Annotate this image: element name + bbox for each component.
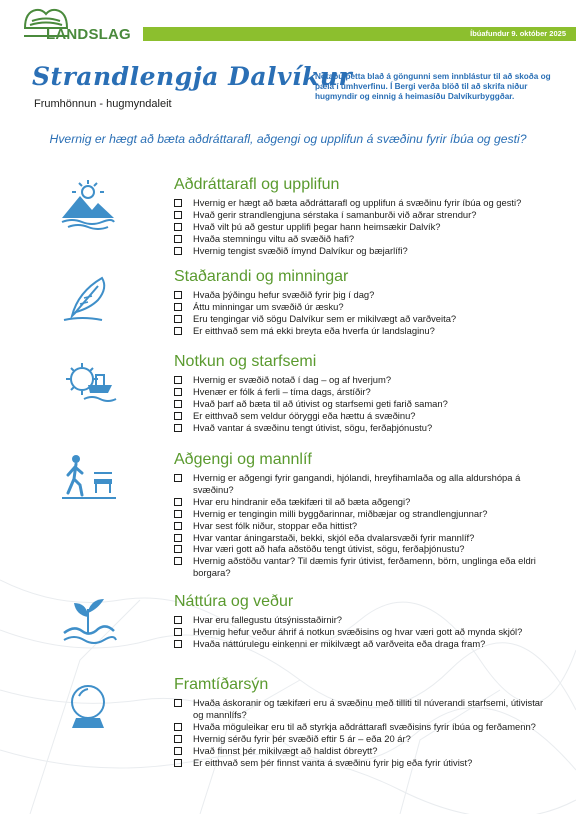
- page-title: Strandlengja Dalvíkur: [32, 62, 353, 91]
- question-item: Hvernig hefur veður áhrif á notkun svæðisins og hvar væri gott að mynda skjól?: [174, 626, 554, 638]
- question-item: Hvaða áskoranir og tækifæri eru á svæðinu með tilliti til núverandi starfsemi, útivistar og mannlífs?: [174, 697, 554, 721]
- checkbox[interactable]: [174, 545, 182, 553]
- crystal-ball-icon: [58, 682, 118, 734]
- checkbox[interactable]: [174, 424, 182, 432]
- question-list: [174, 197, 554, 257]
- question-item: Hvar eru hindranir eða tækifæri til að bæta aðgengi?: [174, 496, 554, 508]
- question-item: Hvenær er fólk á ferli – tíma dags, árstíðir?: [174, 386, 554, 398]
- question-list: [174, 289, 554, 337]
- question-item: Hvernig tengist svæðið ímynd Dalvíkur og bæjarlífi?: [174, 245, 554, 257]
- section-place-spirit: [0, 268, 576, 348]
- question-item: Eru tengingar við sögu Dalvíkur sem er mikilvægt að varðveita?: [174, 313, 554, 325]
- checkbox[interactable]: [174, 699, 182, 707]
- question-list: [174, 614, 554, 650]
- checkbox[interactable]: [174, 628, 182, 636]
- question-item: Hvaða stemningu viltu að svæðið hafi?: [174, 233, 554, 245]
- question-item: Hvernig er tengingin milli byggðarinnar, miðbæjar og strandlengjunnar?: [174, 508, 554, 520]
- checkbox[interactable]: [174, 315, 182, 323]
- question-item: Hvernig sérðu fyrir þér svæðið eftir 5 ár – eða 20 ár?: [174, 733, 554, 745]
- question-item: Hvað vantar á svæðinu tengt útivist, sögu, ferðaþjónustu?: [174, 422, 554, 434]
- checkbox[interactable]: [174, 376, 182, 384]
- checkbox[interactable]: [174, 223, 182, 231]
- logo-text: LANDSLAG: [46, 26, 131, 43]
- checkbox[interactable]: [174, 557, 182, 565]
- question-item: Hvernig aðstöðu vantar? Til dæmis fyrir útivist, ferðamenn, börn, unglinga eða eldri borgara?: [174, 555, 554, 579]
- section-title: Notkun og starfsemi: [174, 353, 317, 370]
- checkbox[interactable]: [174, 412, 182, 420]
- checkbox[interactable]: [174, 747, 182, 755]
- question-item: Hvar eru fallegustu útsýnisstaðirnir?: [174, 614, 554, 626]
- checkbox[interactable]: [174, 498, 182, 506]
- main-question: Hvernig er hægt að bæta aðdráttarafl, aðgengi og upplifun á svæðinu fyrir íbúa og gesti?: [49, 132, 527, 146]
- section-usage: [0, 353, 576, 443]
- sun-mountains-icon: [58, 178, 118, 230]
- section-title: Framtíðarsýn: [174, 676, 269, 693]
- gear-boat-icon: [58, 357, 118, 409]
- section-nature: [0, 593, 576, 665]
- checkbox[interactable]: [174, 474, 182, 482]
- checkbox[interactable]: [174, 522, 182, 530]
- checkbox[interactable]: [174, 327, 182, 335]
- checkbox[interactable]: [174, 616, 182, 624]
- page-header: [0, 0, 576, 60]
- checkbox[interactable]: [174, 735, 182, 743]
- question-item: Hvar væri gott að hafa aðstöðu tengt útivist, sögu, ferðaþjónustu?: [174, 543, 554, 555]
- checkbox[interactable]: [174, 723, 182, 731]
- question-item: Hvar vantar áningarstaði, bekki, skjól eða dvalarsvæði fyrir mannlíf?: [174, 532, 554, 544]
- checkbox[interactable]: [174, 400, 182, 408]
- question-item: Er eitthvað sem má ekki breyta eða hverfa úr landslaginu?: [174, 325, 554, 337]
- section-attraction: [0, 176, 576, 266]
- question-item: Hvaða náttúrulegu einkenni er mikilvægt að varðveita eða draga fram?: [174, 638, 554, 650]
- question-item: Áttu minningar um svæðið úr æsku?: [174, 301, 554, 313]
- plant-wave-icon: [58, 595, 118, 647]
- question-item: Hvar sest fólk niður, stoppar eða hittist?: [174, 520, 554, 532]
- question-item: Hvaða möguleikar eru til að styrkja aðdráttarafl svæðisins fyrir íbúa og ferðamenn?: [174, 721, 554, 733]
- question-list: [174, 697, 554, 768]
- question-item: Hvaða þýðingu hefur svæðið fyrir þig í dag?: [174, 289, 554, 301]
- section-title: Aðgengi og mannlíf: [174, 451, 312, 468]
- checkbox[interactable]: [174, 303, 182, 311]
- checkbox[interactable]: [174, 534, 182, 542]
- checkbox[interactable]: [174, 640, 182, 648]
- intro-text: Notaðu þetta blað á göngunni sem innblástur til að skoða og pæla í umhverfinu. Í Bergi verða blöð til að skrifa niður hugmyndir og einnig á heimasíðu Dalvíkurbyggðar.: [315, 72, 551, 102]
- question-item: Er eitthvað sem veldur óöryggi eða hættu á svæðinu?: [174, 410, 554, 422]
- question-item: Hvað finnst þér mikilvægt að haldist óbreytt?: [174, 745, 554, 757]
- section-title: Náttúra og veður: [174, 593, 294, 610]
- checkbox[interactable]: [174, 510, 182, 518]
- question-list: [174, 374, 554, 434]
- question-item: Hvernig er svæðið notað í dag – og af hverjum?: [174, 374, 554, 386]
- checkbox[interactable]: [174, 388, 182, 396]
- checkbox[interactable]: [174, 291, 182, 299]
- question-list: [174, 472, 554, 579]
- section-title: Staðarandi og minningar: [174, 268, 349, 285]
- section-future: [0, 676, 576, 786]
- question-item: Hvað vilt þú að gestur upplifi þegar hann heimsækir Dalvík?: [174, 221, 554, 233]
- checkbox[interactable]: [174, 759, 182, 767]
- feather-quill-icon: [58, 272, 118, 324]
- question-item: Er eitthvað sem þér finnst vanta á svæðinu fyrir þig eða fyrir útivist?: [174, 757, 554, 769]
- checkbox[interactable]: [174, 247, 182, 255]
- walking-person-bench-icon: [58, 453, 118, 505]
- question-item: Hvernig er aðgengi fyrir gangandi, hjólandi, hreyfihamlaða og alla aldurshópa á svæðinu?: [174, 472, 554, 496]
- checkbox[interactable]: [174, 211, 182, 219]
- meeting-date: Íbúafundur 9. október 2025: [470, 29, 566, 38]
- section-title: Aðdráttarafl og upplifun: [174, 176, 340, 193]
- page-subtitle: Frumhönnun - hugmyndaleit: [34, 98, 172, 110]
- question-item: Hvað þarf að bæta til að útivist og starfsemi geti farið saman?: [174, 398, 554, 410]
- section-access: [0, 451, 576, 587]
- checkbox[interactable]: [174, 235, 182, 243]
- question-item: Hvað gerir strandlengjuna sérstaka í samanburði við aðrar strendur?: [174, 209, 554, 221]
- question-item: Hvernig er hægt að bæta aðdráttarafl og upplifun á svæðinu fyrir íbúa og gesti?: [174, 197, 554, 209]
- checkbox[interactable]: [174, 199, 182, 207]
